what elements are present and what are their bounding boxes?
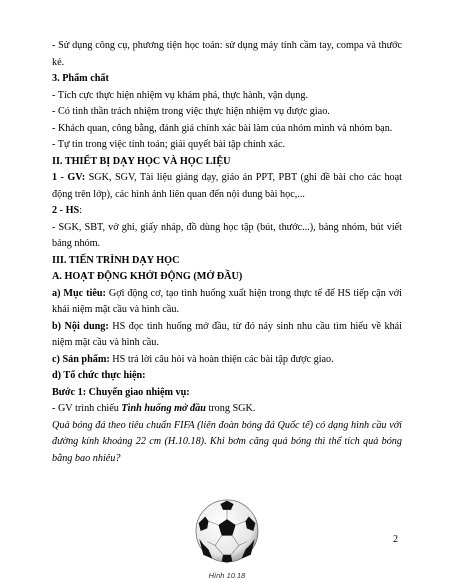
heading-section-ii: II. THIẾT BỊ DẠY HỌC VÀ HỌC LIỆU	[52, 155, 231, 167]
heading-activity-a: A. HOẠT ĐỘNG KHỞI ĐỘNG (MỞ ĐẦU)	[52, 271, 243, 282]
gv-show-post: trong SGK.	[205, 403, 256, 414]
text-line: - Sử dụng công cụ, phương tiện học toán: sử dụng máy tính cầm tay, compa và thước kẻ.	[52, 40, 402, 68]
gv-show-paragraph	[52, 401, 402, 418]
figure-10-18	[187, 498, 267, 580]
heading-pham-chat: 3. Phẩm chất	[52, 73, 109, 84]
gv-paragraph	[52, 170, 402, 203]
objective-paragraph	[52, 286, 402, 319]
hs-heading	[52, 203, 402, 220]
product-paragraph	[52, 352, 402, 369]
soccer-ball-icon	[194, 498, 260, 564]
product-text: HS trả lời câu hỏi và hoàn thiện các bài tập được giao.	[109, 353, 334, 365]
gv-show-emphasis: Tình huống mở đầu	[121, 403, 206, 414]
hs-text: - SGK, SBT, vở ghi, giấy nháp, đồ dùng học tập (bút, thước...), bảng nhóm, bút viết bảng nhóm.	[52, 221, 402, 249]
text-line: - Tự tin trong việc tính toán; giải quyết bài tập chính xác.	[52, 139, 286, 150]
hs-label: 2 - HS	[52, 205, 80, 216]
product-label: c) Sản phẩm:	[52, 353, 110, 365]
heading-section-iii: III. TIẾN TRÌNH DẠY HỌC	[52, 254, 180, 266]
objective-label: a) Mục tiêu:	[52, 287, 106, 299]
content-paragraph	[52, 319, 402, 352]
situation-text: Quả bóng đá theo tiêu chuẩn FIFA (liên đoàn bóng đá Quốc tế) có dạng hình cầu với đường kính khoảng 22 cm (H.10.18). Khi bơm căng quả bóng thì thể tích quả bóng bằng bao nhiêu?	[52, 419, 402, 464]
text-line: - Tích cực thực hiện nhiệm vụ khám phá, thực hành, vận dụng.	[52, 89, 309, 101]
gv-show-pre: - GV trình chiếu	[52, 403, 122, 414]
objective-text: Gợi động cơ, tạo tình huống xuất hiện trong thực tế để HS tiếp cận với khái niệm mặt cầu và hình cầu.	[52, 287, 403, 315]
gv-text: SGK, SGV, Tài liệu giảng dạy, giáo án PPT, PBT (ghi đề bài cho các hoạt động trên lớp), các hình ảnh liên quan đến nội dung bài học,...	[52, 172, 402, 200]
step1-heading: Bước 1: Chuyển giao nhiệm vụ:	[52, 386, 190, 398]
text-line: - Khách quan, công bằng, đánh giá chính xác bài làm của nhóm mình và nhóm bạn.	[52, 122, 393, 134]
content-text: HS đọc tình huống mở đầu, từ đó nảy sinh nhu cầu tìm hiểu về khái niệm mặt cầu và hình cầu.	[52, 320, 403, 348]
content-label: b) Nội dung:	[52, 320, 109, 332]
gv-label: 1 - GV:	[52, 172, 86, 183]
document-page	[52, 38, 402, 467]
page-number: 2	[393, 534, 398, 545]
hs-colon: :	[79, 205, 83, 216]
figure-caption: Hình 10.18	[208, 571, 246, 580]
organization-label: d) Tổ chức thực hiện:	[52, 370, 146, 381]
text-line: - Có tinh thần trách nhiệm trong việc thực hiện nhiệm vụ được giao.	[52, 106, 330, 117]
